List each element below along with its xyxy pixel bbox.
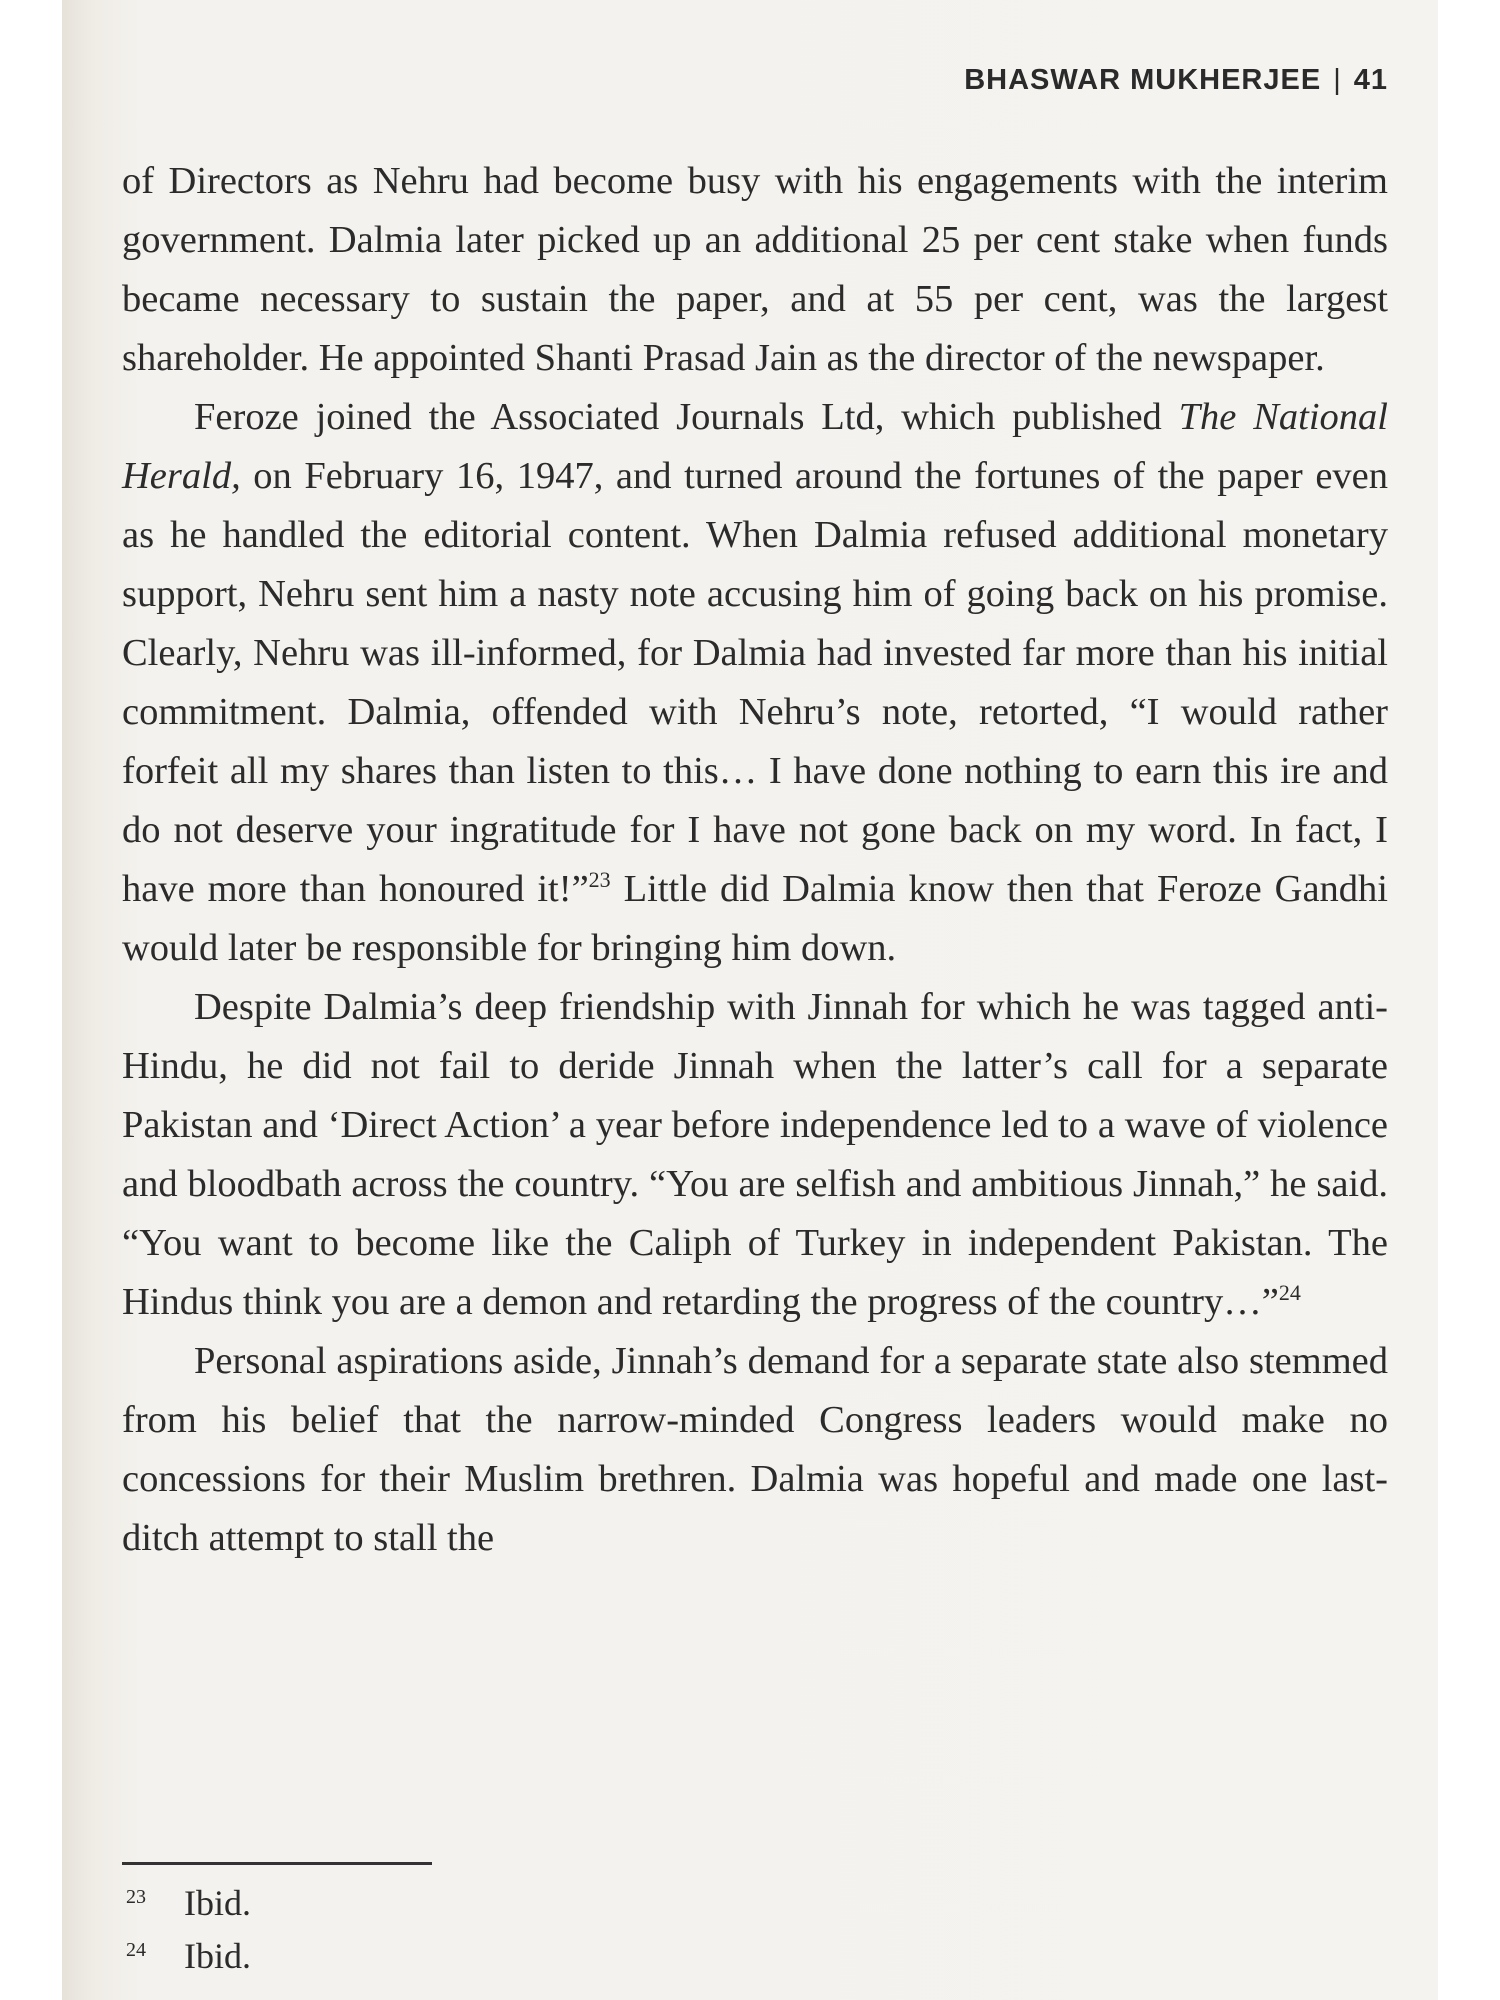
footnote-divider xyxy=(122,1862,432,1865)
header-page-number: 41 xyxy=(1353,64,1388,96)
footnote-text: Ibid. xyxy=(184,1883,251,1923)
header-author: BHASWAR MUKHERJEE xyxy=(964,64,1322,96)
body-text xyxy=(122,152,1388,1568)
paragraph-text: Despite Dalmia’s deep friendship with Jinnah for which he was tagged anti-Hindu, he did not fail to deride Jinnah when the latter’s call for a separate Pakistan and ‘Direct Action’ a year before independence led to a wave of violence and bloodbath across the country. “You are selfish and ambitious Jinnah,” he said. “You want to become like the Caliph of Turkey in independent Pakistan. The Hindus think you are a demon and retarding the progress of the country…” xyxy=(122,986,1388,1323)
header-separator: | xyxy=(1333,64,1342,96)
paragraph-text: on February 16, 1947, and turned around the fortunes of the paper even as he handled the editorial content. When Dalmia refused additional monetary support, Nehru sent him a nasty note accusing him of going back on his promise. Clearly, Nehru was ill-informed, for Dalmia had invested far more than his initial commitment. Dalmia, offended with Nehru’s note, retorted, “I would rather forfeit all my shares than listen to this… I have done nothing to earn this ire and do not deserve your ingratitude for I have not gone back on my word. In fact, I have more than honoured it!” xyxy=(122,455,1388,910)
footnote-text: Ibid. xyxy=(184,1936,251,1976)
paragraph-text: Personal aspirations aside, Jinnah’s demand for a separate state also stemmed from his belief that the narrow-minded Congress leaders would make no concessions for their Muslim brethren. Dalmia was hopeful and made one last-ditch attempt to stall the xyxy=(122,1340,1388,1559)
paragraph-4 xyxy=(122,1332,1388,1568)
paragraph-text: Little did Dalmia know then that Feroze Gandhi would later be responsible for bringing him down. xyxy=(122,868,1389,969)
footnote-number: 23 xyxy=(126,1886,146,1908)
footnote-ref-24: 24 xyxy=(1278,1280,1301,1306)
paragraph-text: Feroze joined the Associated Journals Ltd, which published xyxy=(194,396,1179,438)
footnote-23 xyxy=(126,1882,251,1924)
paragraph-1 xyxy=(122,152,1388,388)
paragraph-3 xyxy=(122,978,1388,1332)
running-header xyxy=(964,64,1388,97)
paragraph-2 xyxy=(122,388,1388,978)
newspaper-title: The National Herald, xyxy=(122,396,1388,497)
footnote-24 xyxy=(126,1935,251,1977)
book-page xyxy=(62,0,1438,2000)
paragraph-text: of Directors as Nehru had become busy with his engagements with the interim government. Dalmia later picked up an additional 25 per cent stake when funds became necessary to sustain the paper, and at 55 per cent, was the largest shareholder. He appointed Shanti Prasad Jain as the director of the newspaper. xyxy=(122,160,1388,379)
footnote-ref-23: 23 xyxy=(588,867,611,893)
footnote-number: 24 xyxy=(126,1939,146,1961)
